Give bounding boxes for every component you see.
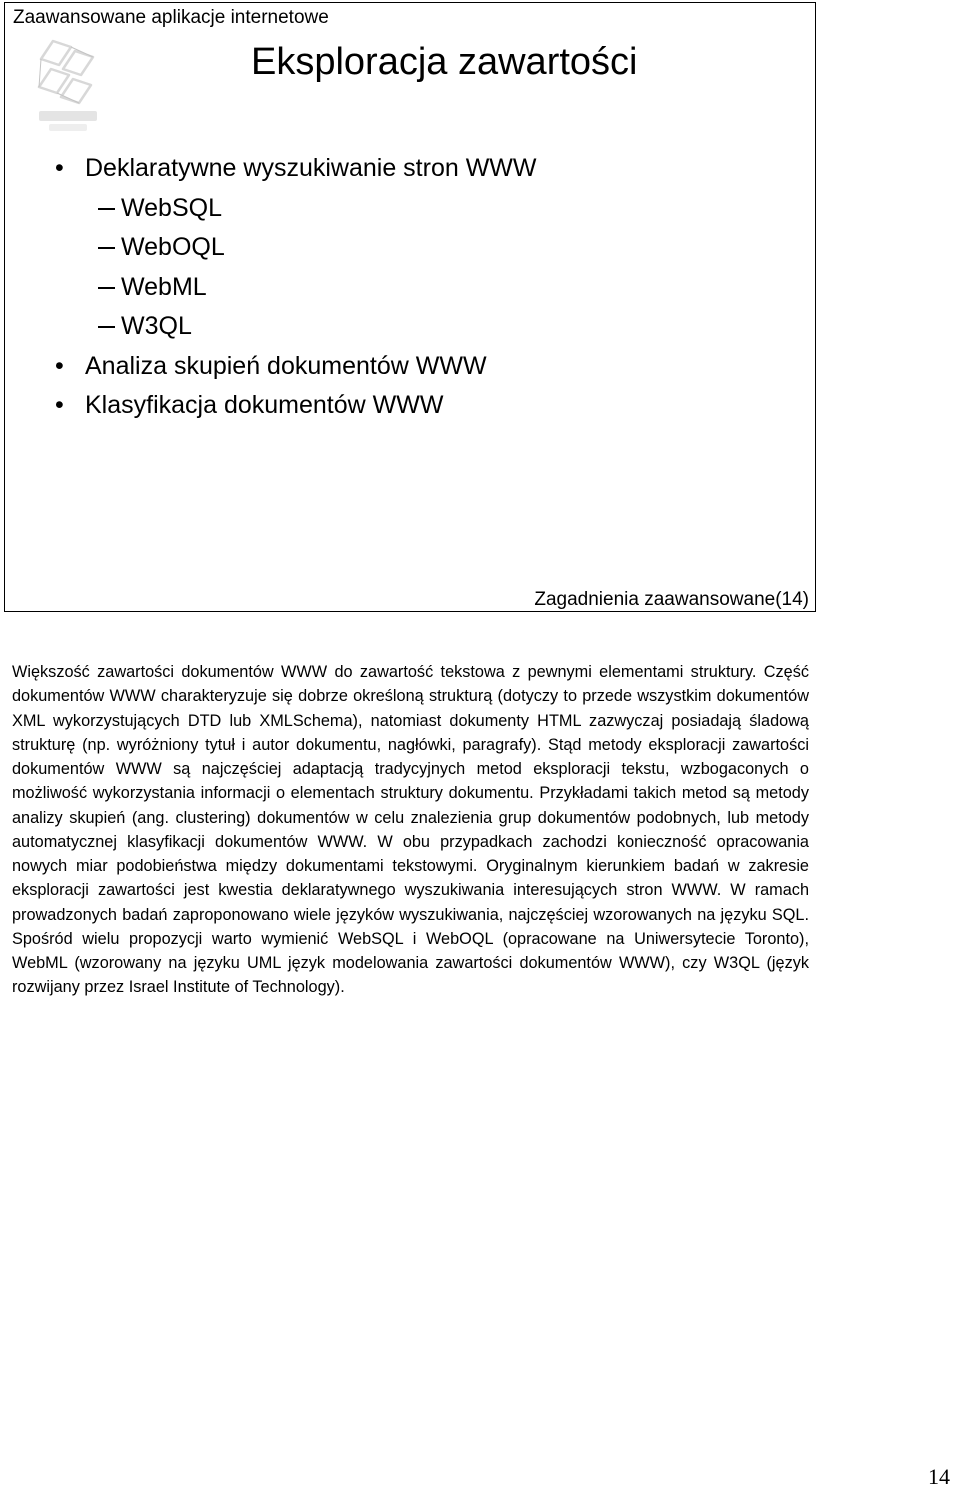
sub-bullet-item (53, 228, 537, 268)
sub-bullet-item (53, 268, 537, 308)
bullet-dot-icon: • (55, 154, 64, 182)
dash-icon (98, 326, 115, 328)
dash-icon (98, 208, 115, 210)
sub-bullet-item (53, 189, 537, 229)
uczelnia-online-logo-icon (31, 29, 105, 137)
bullet-item (53, 347, 537, 387)
bullet-list (53, 149, 537, 426)
dash-icon (98, 247, 115, 249)
bullet-dot-icon: • (55, 391, 64, 419)
sub-bullet-text: WebOQL (121, 233, 225, 261)
bullet-text: Analiza skupień dokumentów WWW (85, 351, 487, 380)
body-paragraph: Większość zawartości dokumentów WWW do zawartość tekstowa z pewnymi elementami struktury. Część dokumentów WWW charakteryzuje się dobrze określoną strukturą (dotyczy to przede wszystkim dokumentów XML wykorzystujących DTD lub XMLSchema), natomiast dokumenty HTML zazwyczaj posiadają śladową strukturę (np. wyróżniony tytuł i autor dokumentu, nagłówki, paragrafy). Stąd metody eksploracji zawartości dokumentów WWW są najczęściej adaptacją tradycyjnych metod eksploracji tekstu, wzbogaconych o możliwość wykorzystania informacji o elementach struktury dokumentu. Przykładami takich metod są metody analizy skupień (ang. clustering) dokumentów w celu znalezienia grup dokumentów podobnych, lub metody automatycznej klasyfikacji dokumentów WWW. W obu przypadkach zachodzi konieczność opracowania nowych miar podobieństwa między dokumentami tekstowymi. Oryginalnym kierunkiem badań w zakresie eksploracji zawartości jest kwestia deklaratywnego wyszukiwania interesujących stron WWW. W ramach prowadzonych badań zaproponowano wiele języków wyszukiwania, najczęściej wzorowanych na języku SQL. Spośród wielu propozycji warto wymienić WebSQL i WebOQL (opracowane na Uniwersytecie Toronto), WebML (wzorowany na języku UML język modelowania zawartości dokumentów WWW), czy W3QL (język rozwijany przez Israel Institute of Technology). (12, 663, 809, 997)
course-title: Zaawansowane aplikacje internetowe (13, 7, 329, 28)
bullet-item (53, 386, 537, 426)
slide-footer: Zagadnienia zaawansowane(14) (534, 589, 809, 610)
sub-bullet-item (53, 307, 537, 347)
slide-frame (4, 2, 816, 612)
sub-bullet-text: WebSQL (121, 193, 222, 222)
sub-bullet-text: W3QL (121, 312, 192, 340)
sub-bullet-text: WebML (121, 272, 207, 301)
bullet-text: Deklaratywne wyszukiwanie stron WWW (85, 154, 537, 182)
bullet-dot-icon: • (55, 351, 64, 380)
page-number: 14 (928, 1464, 950, 1489)
slide-title: Eksploracja zawartości (251, 41, 638, 83)
bullet-item (53, 149, 537, 189)
dash-icon (98, 287, 115, 289)
bullet-text: Klasyfikacja dokumentów WWW (85, 391, 444, 419)
